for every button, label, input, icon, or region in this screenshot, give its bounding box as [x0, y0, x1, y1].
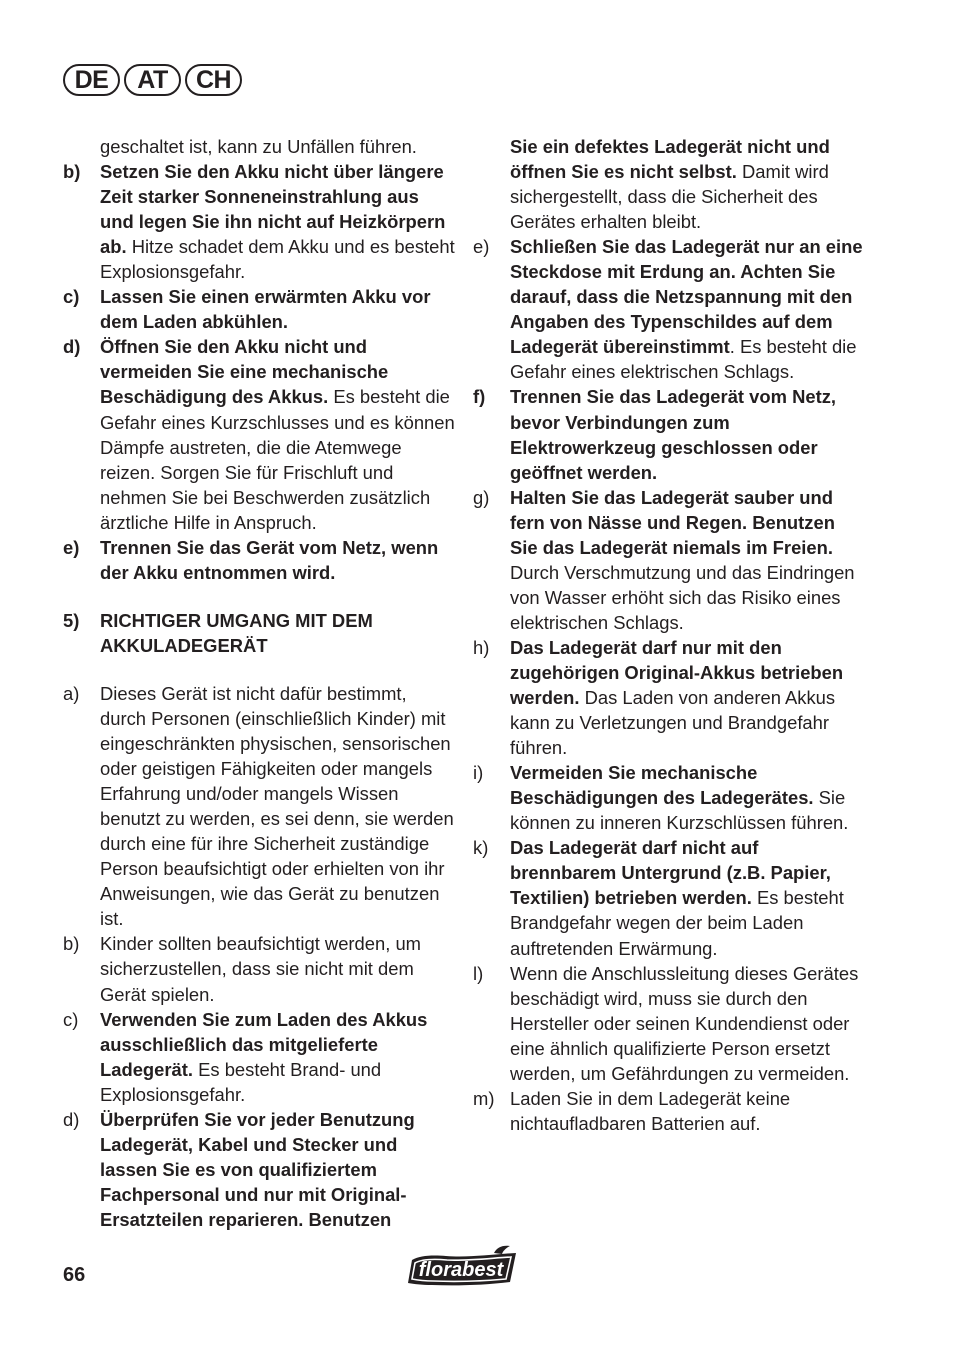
- item-bold-text: Öffnen Sie den Akku nicht und vermeiden Sie eine mechanische Beschädigung des Akkus.: [100, 336, 389, 408]
- item-bold-text: Schließen Sie das Ladegerät nur an eine Steckdose mit Erdung an. Achten Sie darauf, dass die Netzspannung mit den Angaben des Typenschildes auf dem Ladegerät übereinstimmt: [510, 236, 863, 358]
- item-marker: g): [473, 486, 490, 508]
- list-item: [473, 961, 865, 1086]
- list-item: [63, 931, 455, 1006]
- item-bold-text: Das Ladegerät darf nur mit den zugehörigen Original-Akkus betrieben werden.: [510, 636, 844, 709]
- item-marker: e): [63, 536, 80, 558]
- country-badge-ch: CH: [185, 64, 242, 96]
- item-text: Laden Sie in dem Ladegerät keine nichtaufladbaren Batterien auf.: [510, 1087, 791, 1134]
- item-text: Hitze schadet dem Akku und es besteht Explosionsgefahr.: [100, 236, 455, 283]
- item-marker: c): [63, 1008, 79, 1030]
- item-marker: c): [63, 286, 80, 308]
- list-item: [473, 760, 865, 835]
- item-bold-text: Halten Sie das Ladegerät sauber und fern von Nässe und Regen. Benutzen Sie das Ladegerät niemals im Freien.: [510, 486, 835, 558]
- florabest-logo-text: florabest: [418, 1259, 504, 1281]
- item-bold-text: Vermeiden Sie mechanische Beschädigungen des Ladegerätes.: [510, 762, 814, 809]
- item-bold-text: Das Ladegerät darf nicht auf brennbarem Untergrund (z.B. Papier, Textilien) betrieben werden.: [510, 837, 831, 909]
- item-marker: d): [63, 1108, 80, 1130]
- list-item: [473, 384, 865, 484]
- list-item: [63, 535, 455, 585]
- item-marker: h): [473, 636, 490, 658]
- list-item: [63, 134, 455, 159]
- item-marker: e): [473, 236, 490, 258]
- list-item: [63, 284, 455, 334]
- list-item: [473, 485, 865, 635]
- florabest-logo: [406, 1244, 520, 1295]
- item-bold-text: Überprüfen Sie vor jeder Benutzung Ladegerät, Kabel und Stecker und lassen Sie es von qualifiziertem Fachpersonal und nur mit Original-Ersatzteilen reparieren. Benutzen: [100, 1108, 415, 1230]
- list-item: [63, 159, 455, 284]
- section-number: 5): [63, 609, 80, 631]
- country-badge-at: AT: [124, 64, 181, 96]
- item-text: . Es besteht die Gefahr eines elektrischen Schlags.: [510, 336, 857, 383]
- list-item: [63, 681, 455, 931]
- item-marker: i): [473, 762, 484, 784]
- item-text: Durch Verschmutzung und das Eindringen von Wasser erhöht sich das Risiko eines elektrischen Schlags.: [510, 561, 855, 633]
- florabest-logo-graphic: [406, 1244, 520, 1290]
- page-number: 66: [63, 1264, 86, 1286]
- item-bold-text: Setzen Sie den Akku nicht über längere Zeit starker Sonneneinstrahlung aus und legen Sie ihn nicht auf Heizkörpern ab.: [100, 161, 446, 258]
- list-item: [473, 134, 865, 234]
- right-column: [473, 134, 865, 1136]
- list-item: [473, 835, 865, 960]
- item-text: geschaltet ist, kann zu Unfällen führen.: [100, 136, 417, 157]
- list-item: [63, 1107, 455, 1232]
- country-badge-de: DE: [63, 64, 120, 96]
- country-badges: [63, 64, 242, 96]
- item-bold-text: Lassen Sie einen erwärmten Akku vor dem Laden abkühlen.: [100, 286, 431, 333]
- item-marker: f): [473, 386, 486, 408]
- list-item: [63, 1007, 455, 1107]
- item-text: Es besteht Brandgefahr wegen der beim Laden auftretenden Erwärmung.: [510, 887, 844, 959]
- item-text: Es besteht Brand- und Explosionsgefahr.: [100, 1058, 382, 1105]
- item-marker: a): [63, 682, 80, 704]
- item-text: Wenn die Anschlussleitung dieses Gerätes beschädigt wird, muss sie durch den Hersteller oder seinen Kundendienst oder eine ähnlich qualifizierte Person ersetzt werden, um Gefährdungen zu vermeiden.: [510, 962, 859, 1084]
- item-text: Damit wird sichergestellt, dass die Sicherheit des Gerätes erhalten bleibt.: [510, 161, 829, 233]
- item-bold-text: Sie ein defektes Ladegerät nicht und öffnen Sie es nicht selbst.: [510, 136, 830, 183]
- section-heading: [63, 608, 455, 658]
- list-item: [63, 334, 455, 534]
- item-bold-text: Trennen Sie das Gerät vom Netz, wenn der Akku entnommen wird.: [100, 536, 439, 583]
- item-text: Dieses Gerät ist nicht dafür bestimmt, durch Personen (einschließlich Kinder) mit eingeschränkten physischen, sensorischen oder geistigen Fähigkeiten oder mangels Erfahrung und/oder mangels Wissen benutzt zu werden, es sei denn, sie werden durch eine für ihre Sicherheit zuständige Person beaufsichtigt oder erhielten von ihr Anweisungen, wie das Gerät zu benutzen ist.: [100, 682, 454, 930]
- item-text: Es besteht die Gefahr eines Kurzschlusses und es können Dämpfe austreten, die die Atemwege reizen. Sorgen Sie für Frischluft und nehmen Sie bei Beschwerden zusätzlich ärztliche Hilfe in Anspruch.: [100, 386, 455, 533]
- item-marker: b): [63, 933, 80, 955]
- left-column: [63, 134, 455, 1232]
- item-marker: d): [63, 336, 81, 358]
- list-item: [473, 234, 865, 384]
- item-text: Kinder sollten beaufsichtigt werden, um sicherzustellen, dass sie nicht mit dem Gerät spielen.: [100, 933, 421, 1005]
- item-marker: l): [473, 962, 484, 984]
- item-text: Sie können zu inneren Kurzschlüssen führen.: [510, 787, 849, 834]
- item-marker: m): [473, 1087, 495, 1109]
- item-marker: b): [63, 161, 81, 183]
- item-marker: k): [473, 837, 489, 859]
- item-text: Das Laden von anderen Akkus kann zu Verletzungen und Brandgefahr führen.: [510, 687, 836, 759]
- list-item: [473, 1086, 865, 1136]
- section-title: RICHTIGER UMGANG MIT DEM AKKULADEGERÄT: [100, 609, 373, 656]
- item-bold-text: Verwenden Sie zum Laden des Akkus ausschließlich das mitgelieferte Ladegerät.: [100, 1008, 428, 1080]
- item-bold-text: Trennen Sie das Ladegerät vom Netz, bevor Verbindungen zum Elektrowerkzeug geschlossen oder geöffnet werden.: [510, 386, 837, 483]
- list-item: [473, 635, 865, 760]
